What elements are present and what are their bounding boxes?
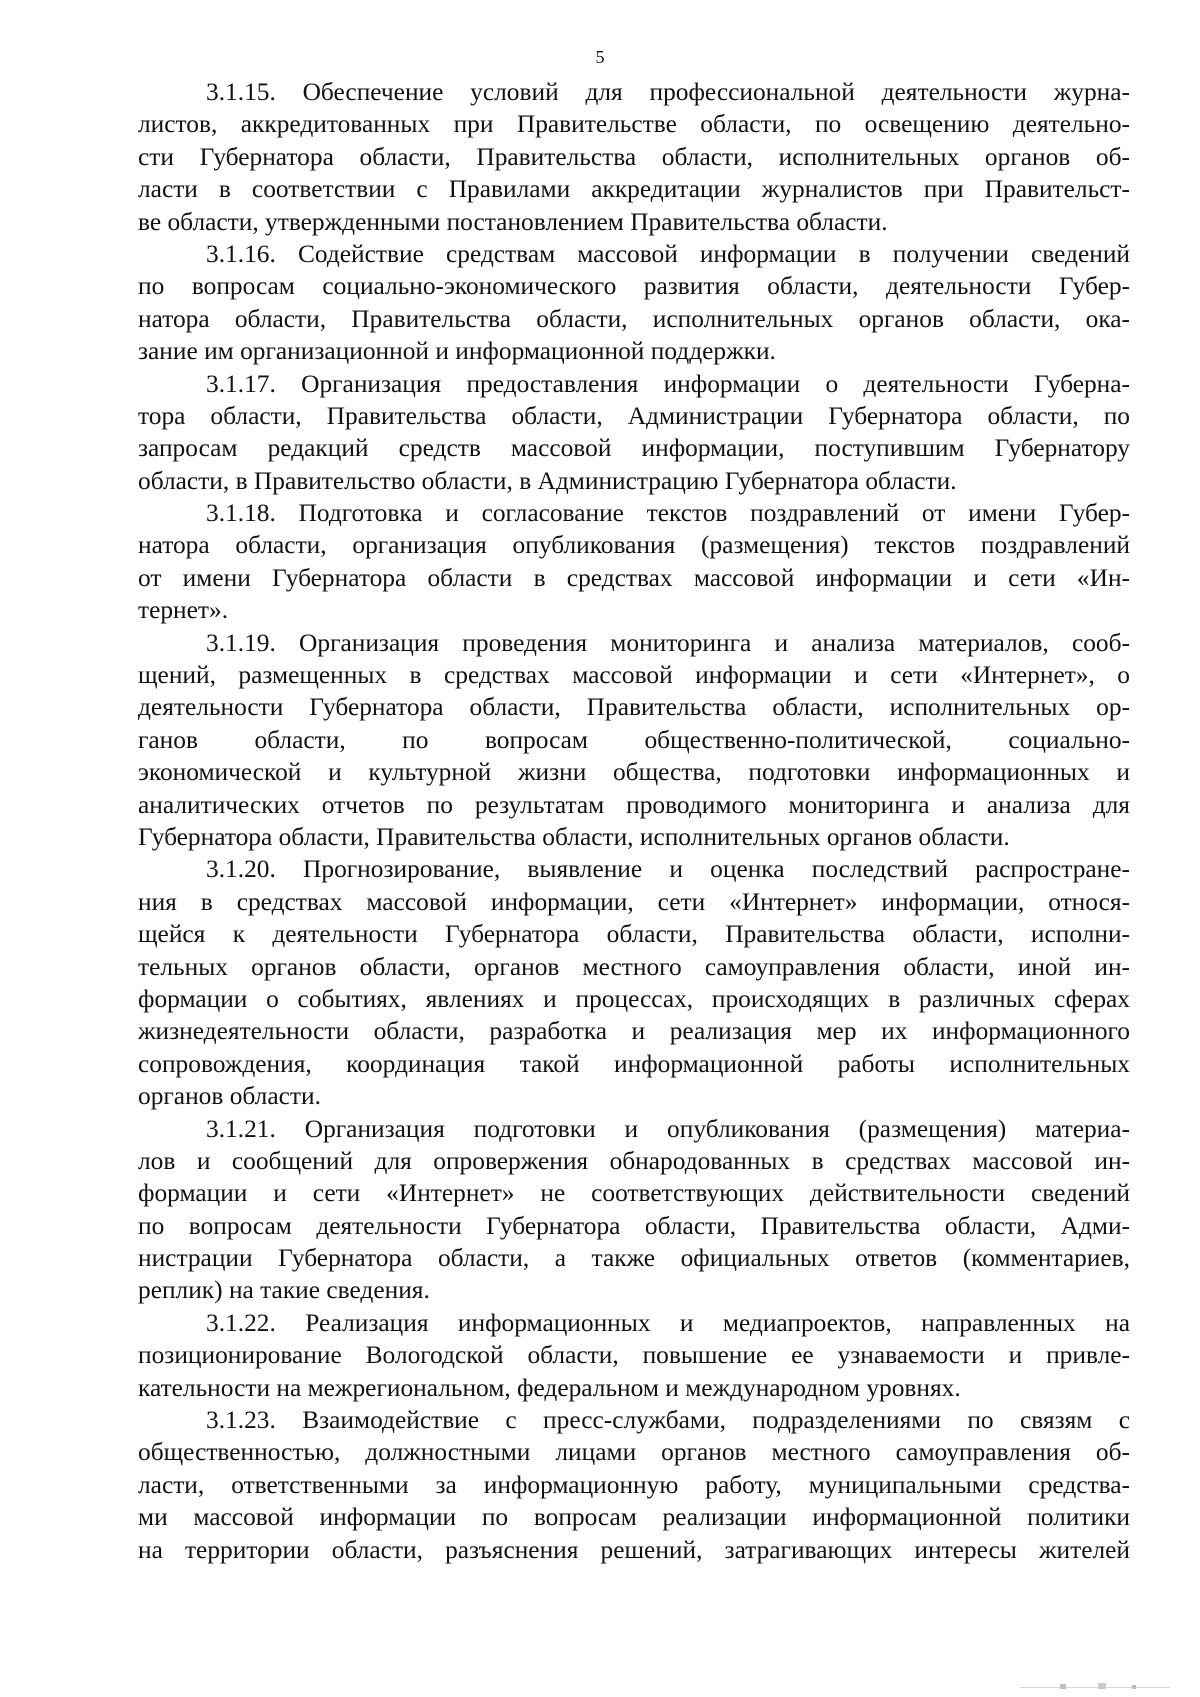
text-line: Губернатора области, Правительства области, исполнительных органов области. [138, 822, 1010, 851]
clause-paragraph [138, 497, 1130, 627]
text-line: от имени Губернатора области в средствах массовой информации и сети «Ин- [138, 563, 1130, 592]
scan-artifact [1020, 1681, 1170, 1691]
text-line: щейся к деятельности Губернатора области, Правительства области, исполни- [138, 920, 1130, 949]
text-line: ласти, ответственными за информационную работу, муниципальными средства- [138, 1470, 1130, 1499]
text-line: запросам редакций средств массовой информации, поступившим Губернатору [138, 434, 1130, 463]
text-line: органов области. [138, 1082, 321, 1111]
text-line: области, в Правительство области, в Администрацию Губернатора области. [138, 466, 957, 495]
text-line: на территории области, разъяснения решений, затрагивающих интересы жителей [138, 1535, 1130, 1564]
clause-first-line: 3.1.20. Прогнозирование, выявление и оценка последствий распростране- [206, 855, 1130, 884]
text-line: деятельности Губернатора области, Правительства области, исполнительных ор- [138, 693, 1130, 722]
clause-paragraph [138, 1113, 1130, 1307]
text-line: по вопросам социально-экономического развития области, деятельности Губер- [138, 272, 1130, 301]
page-number: 5 [595, 47, 605, 67]
text-line: общественностью, должностными лицами органов местного самоуправления об- [138, 1438, 1130, 1467]
clause-first-line: 3.1.19. Организация проведения мониторинга и анализа материалов, сооб- [206, 628, 1130, 657]
text-line: зание им организационной и информационной поддержки. [138, 337, 776, 366]
text-line: ния в средствах массовой информации, сети «Интернет» информации, относя- [138, 887, 1130, 916]
text-line: ве области, утвержденными постановлением Правительства области. [138, 207, 888, 236]
clause-paragraph [138, 1404, 1130, 1566]
text-line: ми массовой информации по вопросам реализации информационной политики [138, 1503, 1130, 1532]
text-line: по вопросам деятельности Губернатора области, Правительства области, Адми- [138, 1211, 1130, 1240]
text-line: листов, аккредитованных при Правительстве области, по освещению деятельно- [138, 110, 1130, 139]
clause-first-line: 3.1.16. Содействие средствам массовой информации в получении сведений [206, 239, 1130, 268]
clause-paragraph [138, 1307, 1130, 1404]
text-line: тернет». [138, 596, 229, 625]
text-line: формации и сети «Интернет» не соответствующих действительности сведений [138, 1179, 1130, 1208]
text-line: кательности на межрегиональном, федеральном и международном уровнях. [138, 1373, 961, 1402]
text-line: тора области, Правительства области, Администрации Губернатора области, по [138, 401, 1130, 430]
text-line: ласти в соответствии с Правилами аккредитации журналистов при Правительст- [138, 175, 1130, 204]
text-line: позиционирование Вологодской области, повышение ее узнаваемости и привле- [138, 1341, 1130, 1370]
text-line: ганов области, по вопросам общественно-политической, социально- [138, 725, 1130, 754]
clause-paragraph [138, 627, 1130, 854]
clause-first-line: 3.1.21. Организация подготовки и опубликования (размещения) материа- [206, 1114, 1130, 1143]
text-line: лов и сообщений для опровержения обнародованных в средствах массовой ин- [138, 1146, 1130, 1175]
clause-paragraph [138, 853, 1130, 1112]
clause-paragraph [138, 238, 1130, 368]
clause-first-line: 3.1.22. Реализация информационных и медиапроектов, направленных на [206, 1308, 1130, 1337]
document-body [138, 76, 1130, 1566]
clause-first-line: 3.1.17. Организация предоставления информации о деятельности Губерна- [206, 369, 1130, 398]
clause-first-line: 3.1.15. Обеспечение условий для профессиональной деятельности журна- [206, 78, 1130, 106]
text-line: формации о событиях, явлениях и процессах, происходящих в различных сферах [138, 984, 1130, 1013]
text-line: тельных органов области, органов местного самоуправления области, иной ин- [138, 952, 1130, 981]
text-line: натора области, организация опубликования (размещения) текстов поздравлений [138, 531, 1130, 560]
clause-first-line: 3.1.23. Взаимодействие с пресс-службами, подразделениями по связям с [206, 1406, 1130, 1435]
text-line: жизнедеятельности области, разработка и реализация мер их информационного [138, 1017, 1130, 1046]
text-line: щений, размещенных в средствах массовой информации и сети «Интернет», о [138, 661, 1130, 690]
clause-paragraph [138, 76, 1130, 238]
text-line: натора области, Правительства области, исполнительных органов области, ока- [138, 304, 1130, 333]
text-line: нистрации Губернатора области, а также официальных ответов (комментариев, [138, 1244, 1130, 1273]
text-line: аналитических отчетов по результатам проводимого мониторинга и анализа для [138, 790, 1130, 819]
clause-paragraph [138, 368, 1130, 498]
text-line: сопровождения, координация такой информационной работы исполнительных [138, 1049, 1130, 1078]
text-line: сти Губернатора области, Правительства области, исполнительных органов об- [138, 142, 1130, 171]
text-line: реплик) на такие сведения. [138, 1276, 430, 1305]
clause-first-line: 3.1.18. Подготовка и согласование текстов поздравлений от имени Губер- [206, 499, 1130, 528]
text-line: экономической и культурной жизни общества, подготовки информационных и [138, 758, 1130, 787]
